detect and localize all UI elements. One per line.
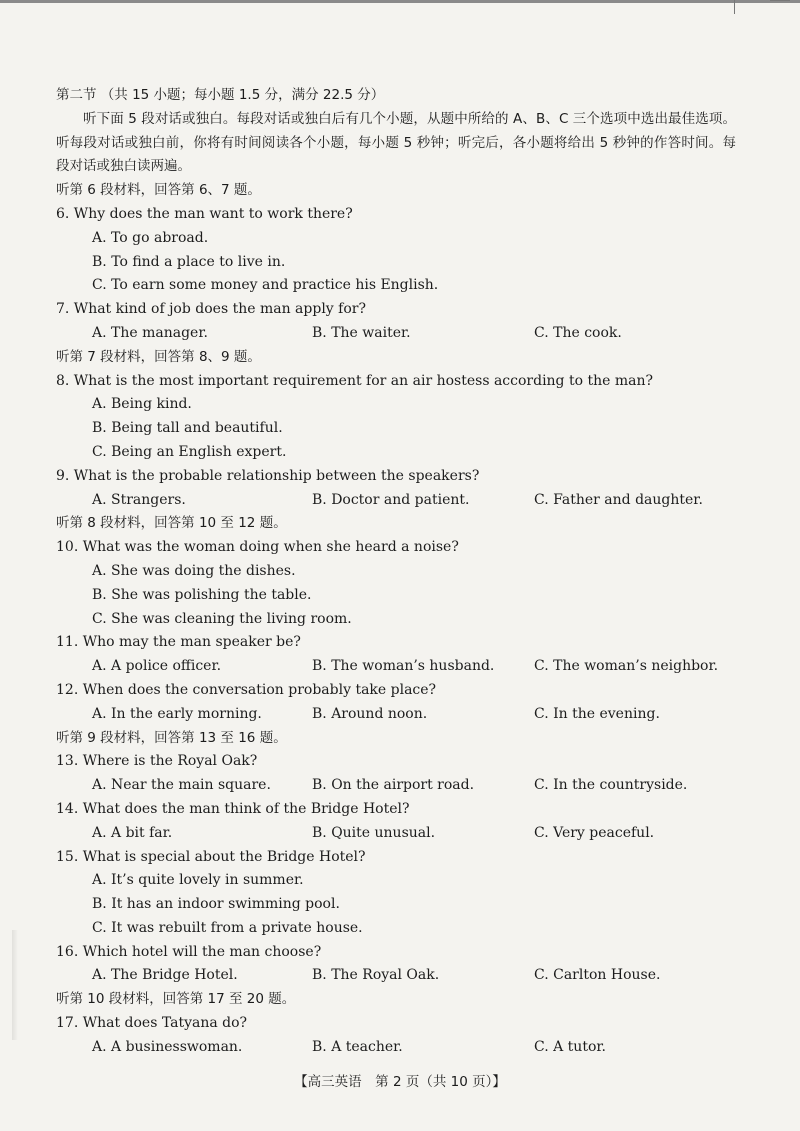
answer-option: C. Very peaceful. — [534, 824, 655, 841]
answer-option: A. A bit far. — [92, 824, 173, 841]
answer-option: B. It has an indoor swimming pool. — [92, 896, 340, 913]
answer-option: B. Being tall and beautiful. — [92, 420, 283, 437]
question-stem: 11. Who may the man speaker be? — [56, 634, 301, 651]
answer-option: B. The Royal Oak. — [312, 967, 440, 984]
scan-mark — [734, 0, 735, 14]
question-stem: 13. Where is the Royal Oak? — [56, 753, 258, 770]
question-stem: 10. What was the woman doing when she heard a noise? — [56, 539, 459, 556]
question-stem: 7. What kind of job does the man apply for? — [56, 301, 366, 318]
section-title: 第二节 （共 15 小题；每小题 1.5 分，满分 22.5 分） — [56, 87, 385, 103]
question-stem: 14. What does the man think of the Bridge Hotel? — [56, 800, 410, 817]
answer-option: A. She was doing the dishes. — [92, 562, 296, 579]
option-row — [56, 322, 736, 346]
answer-option: B. She was polishing the table. — [92, 586, 312, 603]
question-stem: 17. What does Tatyana do? — [56, 1015, 248, 1032]
answer-option: B. A teacher. — [312, 1038, 403, 1055]
answer-option: C. Carlton House. — [534, 967, 661, 984]
answer-option: B. The waiter. — [312, 324, 411, 341]
option-row — [56, 703, 736, 727]
group-header: 听第 8 段材料，回答第 10 至 12 题。 — [56, 515, 287, 532]
page-footer: 【高三英语 第 2 页（共 10 页）】 — [294, 1074, 506, 1090]
answer-option: B. To find a place to live in. — [92, 253, 286, 270]
answer-option: A. Near the main square. — [92, 777, 271, 794]
question-stem: 15. What is special about the Bridge Hotel? — [56, 848, 366, 865]
option-row — [56, 1036, 736, 1060]
answer-option: B. Quite unusual. — [312, 824, 436, 841]
answer-option: C. To earn some money and practice his English. — [92, 277, 439, 294]
answer-option: A. Strangers. — [92, 491, 186, 508]
answer-option: C. It was rebuilt from a private house. — [92, 919, 363, 936]
option-row — [56, 964, 736, 988]
question-stem: 6. Why does the man want to work there? — [56, 205, 353, 222]
question-stem: 16. Which hotel will the man choose? — [56, 943, 322, 960]
answer-option: C. In the countryside. — [534, 777, 688, 794]
question-stem: 8. What is the most important requirement for an air hostess according to the man? — [56, 372, 653, 389]
exam-page — [56, 84, 736, 1060]
answer-option: C. Being an English expert. — [92, 443, 287, 460]
answer-option: B. The woman’s husband. — [312, 658, 495, 675]
answer-option: C. The woman’s neighbor. — [534, 658, 719, 675]
scan-shadow — [12, 930, 18, 1040]
answer-option: A. It’s quite lovely in summer. — [92, 872, 304, 889]
section-instructions: 听下面 5 段对话或独白。每段对话或独白后有几个小题，从题中所给的 A、B、C 三个选项中选出最佳选项。听每段对话或独白前，你将有时间阅读各个小题，每小题 5 秒钟；听完后，各小题将给出 5 秒钟的作答时间。每段对话或独白读两遍。 — [56, 110, 736, 175]
question-stem: 12. When does the conversation probably take place? — [56, 681, 437, 698]
answer-option: B. On the airport road. — [312, 777, 475, 794]
answer-option: C. A tutor. — [534, 1038, 606, 1055]
scan-mark — [770, 0, 790, 1]
answer-option: C. Father and daughter. — [534, 491, 703, 508]
answer-option: C. In the evening. — [534, 705, 660, 722]
answer-option: A. A police officer. — [92, 658, 222, 675]
answer-option: A. The Bridge Hotel. — [92, 967, 238, 984]
option-row — [56, 489, 736, 513]
answer-option: C. She was cleaning the living room. — [92, 610, 352, 627]
answer-option: B. Around noon. — [312, 705, 428, 722]
answer-option: C. The cook. — [534, 324, 622, 341]
answer-option: B. Doctor and patient. — [312, 491, 470, 508]
group-header: 听第 7 段材料，回答第 8、9 题。 — [56, 348, 261, 365]
option-row — [56, 655, 736, 679]
group-header: 听第 9 段材料，回答第 13 至 16 题。 — [56, 729, 287, 746]
answer-option: A. To go abroad. — [92, 229, 209, 246]
answer-option: A. Being kind. — [92, 396, 192, 413]
option-row — [56, 774, 736, 798]
question-stem: 9. What is the probable relationship between the speakers? — [56, 467, 480, 484]
question-groups — [56, 179, 736, 1059]
answer-option: A. A businesswoman. — [92, 1038, 243, 1055]
option-row — [56, 822, 736, 846]
answer-option: A. In the early morning. — [92, 705, 262, 722]
group-header: 听第 10 段材料，回答第 17 至 20 题。 — [56, 991, 296, 1008]
page-top-edge — [0, 0, 800, 3]
group-header: 听第 6 段材料，回答第 6、7 题。 — [56, 182, 261, 199]
answer-option: A. The manager. — [92, 324, 208, 341]
